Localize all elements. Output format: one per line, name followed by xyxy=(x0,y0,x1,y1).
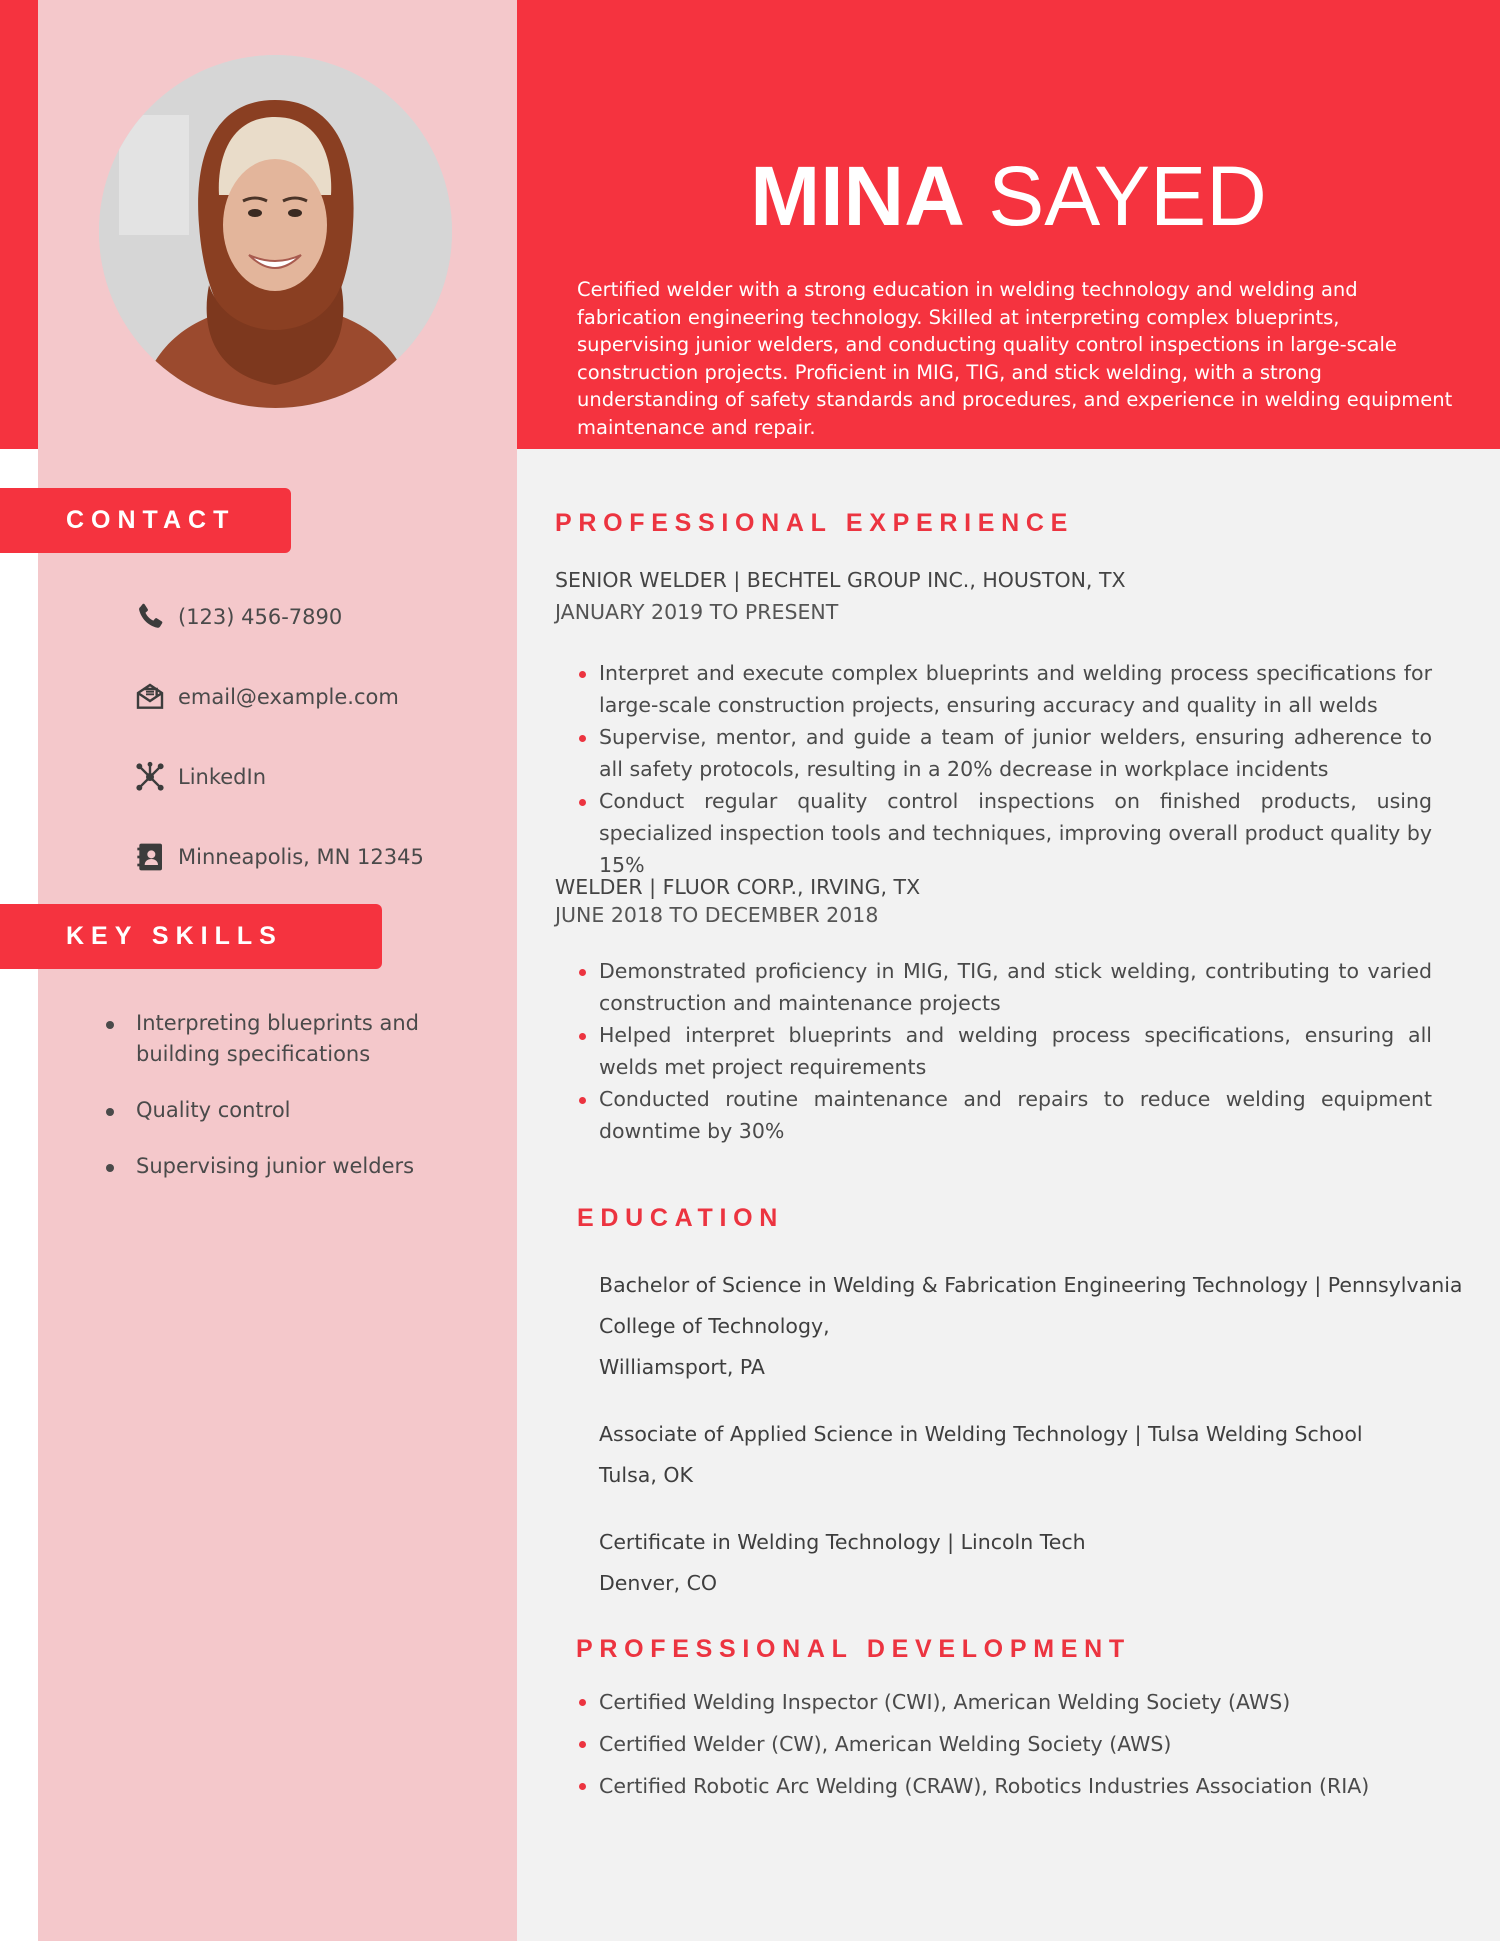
education-line: Certificate in Welding Technology | Lincoln Tech xyxy=(599,1530,1086,1554)
development-item: Certified Welding Inspector (CWI), American Welding Society (AWS) xyxy=(577,1681,1457,1723)
contact-linkedin[interactable] xyxy=(132,757,266,797)
profile-portrait-illustration xyxy=(99,55,452,408)
education-entry xyxy=(599,1414,1469,1496)
contact-email[interactable] xyxy=(132,677,399,717)
network-icon xyxy=(132,759,168,795)
skill-item: Interpreting blueprints and building specifications xyxy=(104,1008,464,1070)
education-line: Williamsport, PA xyxy=(599,1355,765,1379)
candidate-name xyxy=(517,148,1500,244)
education-line: Denver, CO xyxy=(599,1571,718,1595)
job-bullets xyxy=(577,955,1432,1147)
job-bullet: Supervise, mentor, and guide a team of junior welders, ensuring adherence to all safety protocols, resulting in a 20% decrease in workplace incidents xyxy=(577,721,1432,785)
development-heading: PROFESSIONAL DEVELOPMENT xyxy=(576,1635,1131,1663)
left-accent-strip xyxy=(0,0,38,449)
job-bullet: Demonstrated proficiency in MIG, TIG, and stick welding, contributing to varied construction and maintenance projects xyxy=(577,955,1432,1019)
profile-photo xyxy=(99,55,452,408)
job-bullet: Conducted routine maintenance and repairs to reduce welding equipment downtime by 30% xyxy=(577,1083,1432,1147)
contact-location xyxy=(132,837,424,877)
linkedin-text: LinkedIn xyxy=(178,765,267,789)
job-dates: JANUARY 2019 TO PRESENT xyxy=(555,600,839,624)
job-title: SENIOR WELDER | BECHTEL GROUP INC., HOUSTON, TX xyxy=(555,568,1126,592)
contact-heading: CONTACT xyxy=(0,488,291,553)
contact-phone[interactable] xyxy=(132,597,342,637)
key-skills-heading: KEY SKILLS xyxy=(0,904,382,969)
education-entry xyxy=(599,1522,1469,1604)
education-line: Associate of Applied Science in Welding Technology | Tulsa Welding School xyxy=(599,1422,1363,1446)
job-bullets xyxy=(577,657,1432,881)
experience-heading: PROFESSIONAL EXPERIENCE xyxy=(555,509,1074,537)
development-item: Certified Robotic Arc Welding (CRAW), Robotics Industries Association (RIA) xyxy=(577,1765,1457,1807)
education-line: Bachelor of Science in Welding & Fabrication Engineering Technology | Pennsylvania xyxy=(599,1273,1463,1297)
phone-icon xyxy=(132,599,168,635)
development-list xyxy=(577,1681,1457,1807)
location-text: Minneapolis, MN 12345 xyxy=(178,845,424,869)
job-bullet: Conduct regular quality control inspections on finished products, using specialized inspection tools and techniques, improving overall product quality by 15% xyxy=(577,785,1432,881)
profile-summary: Certified welder with a strong education in welding technology and welding and fabrication engineering technology. Skilled at interpreting complex blueprints, supervising junior welders, and conducting quality control inspections in large-scale construction projects. Proficient in MIG, TIG, and stick welding, with a strong understanding of safety standards and procedures, and experience in welding equipment maintenance and repair. xyxy=(577,278,1453,439)
skill-item: Quality control xyxy=(104,1095,464,1126)
skill-item: Supervising junior welders xyxy=(104,1151,464,1182)
first-name: MINA xyxy=(750,149,965,243)
phone-text: (123) 456-7890 xyxy=(178,605,343,629)
education-entry xyxy=(599,1265,1469,1388)
key-skills-list xyxy=(104,1008,464,1207)
mail-icon xyxy=(132,679,168,715)
address-book-icon xyxy=(132,839,168,875)
education-heading: EDUCATION xyxy=(577,1204,785,1232)
job-dates: JUNE 2018 TO DECEMBER 2018 xyxy=(555,903,879,927)
job-bullet: Interpret and execute complex blueprints and welding process specifications for large-scale construction projects, ensuring accuracy and quality in all welds xyxy=(577,657,1432,721)
email-text: email@example.com xyxy=(178,685,399,709)
education-line: Tulsa, OK xyxy=(599,1463,693,1487)
job-bullet: Helped interpret blueprints and welding process specifications, ensuring all welds met project requirements xyxy=(577,1019,1432,1083)
last-name: SAYED xyxy=(988,149,1267,243)
development-item: Certified Welder (CW), American Welding Society (AWS) xyxy=(577,1723,1457,1765)
job-title: WELDER | FLUOR CORP., IRVING, TX xyxy=(555,875,921,899)
education-line: College of Technology, xyxy=(599,1314,830,1338)
